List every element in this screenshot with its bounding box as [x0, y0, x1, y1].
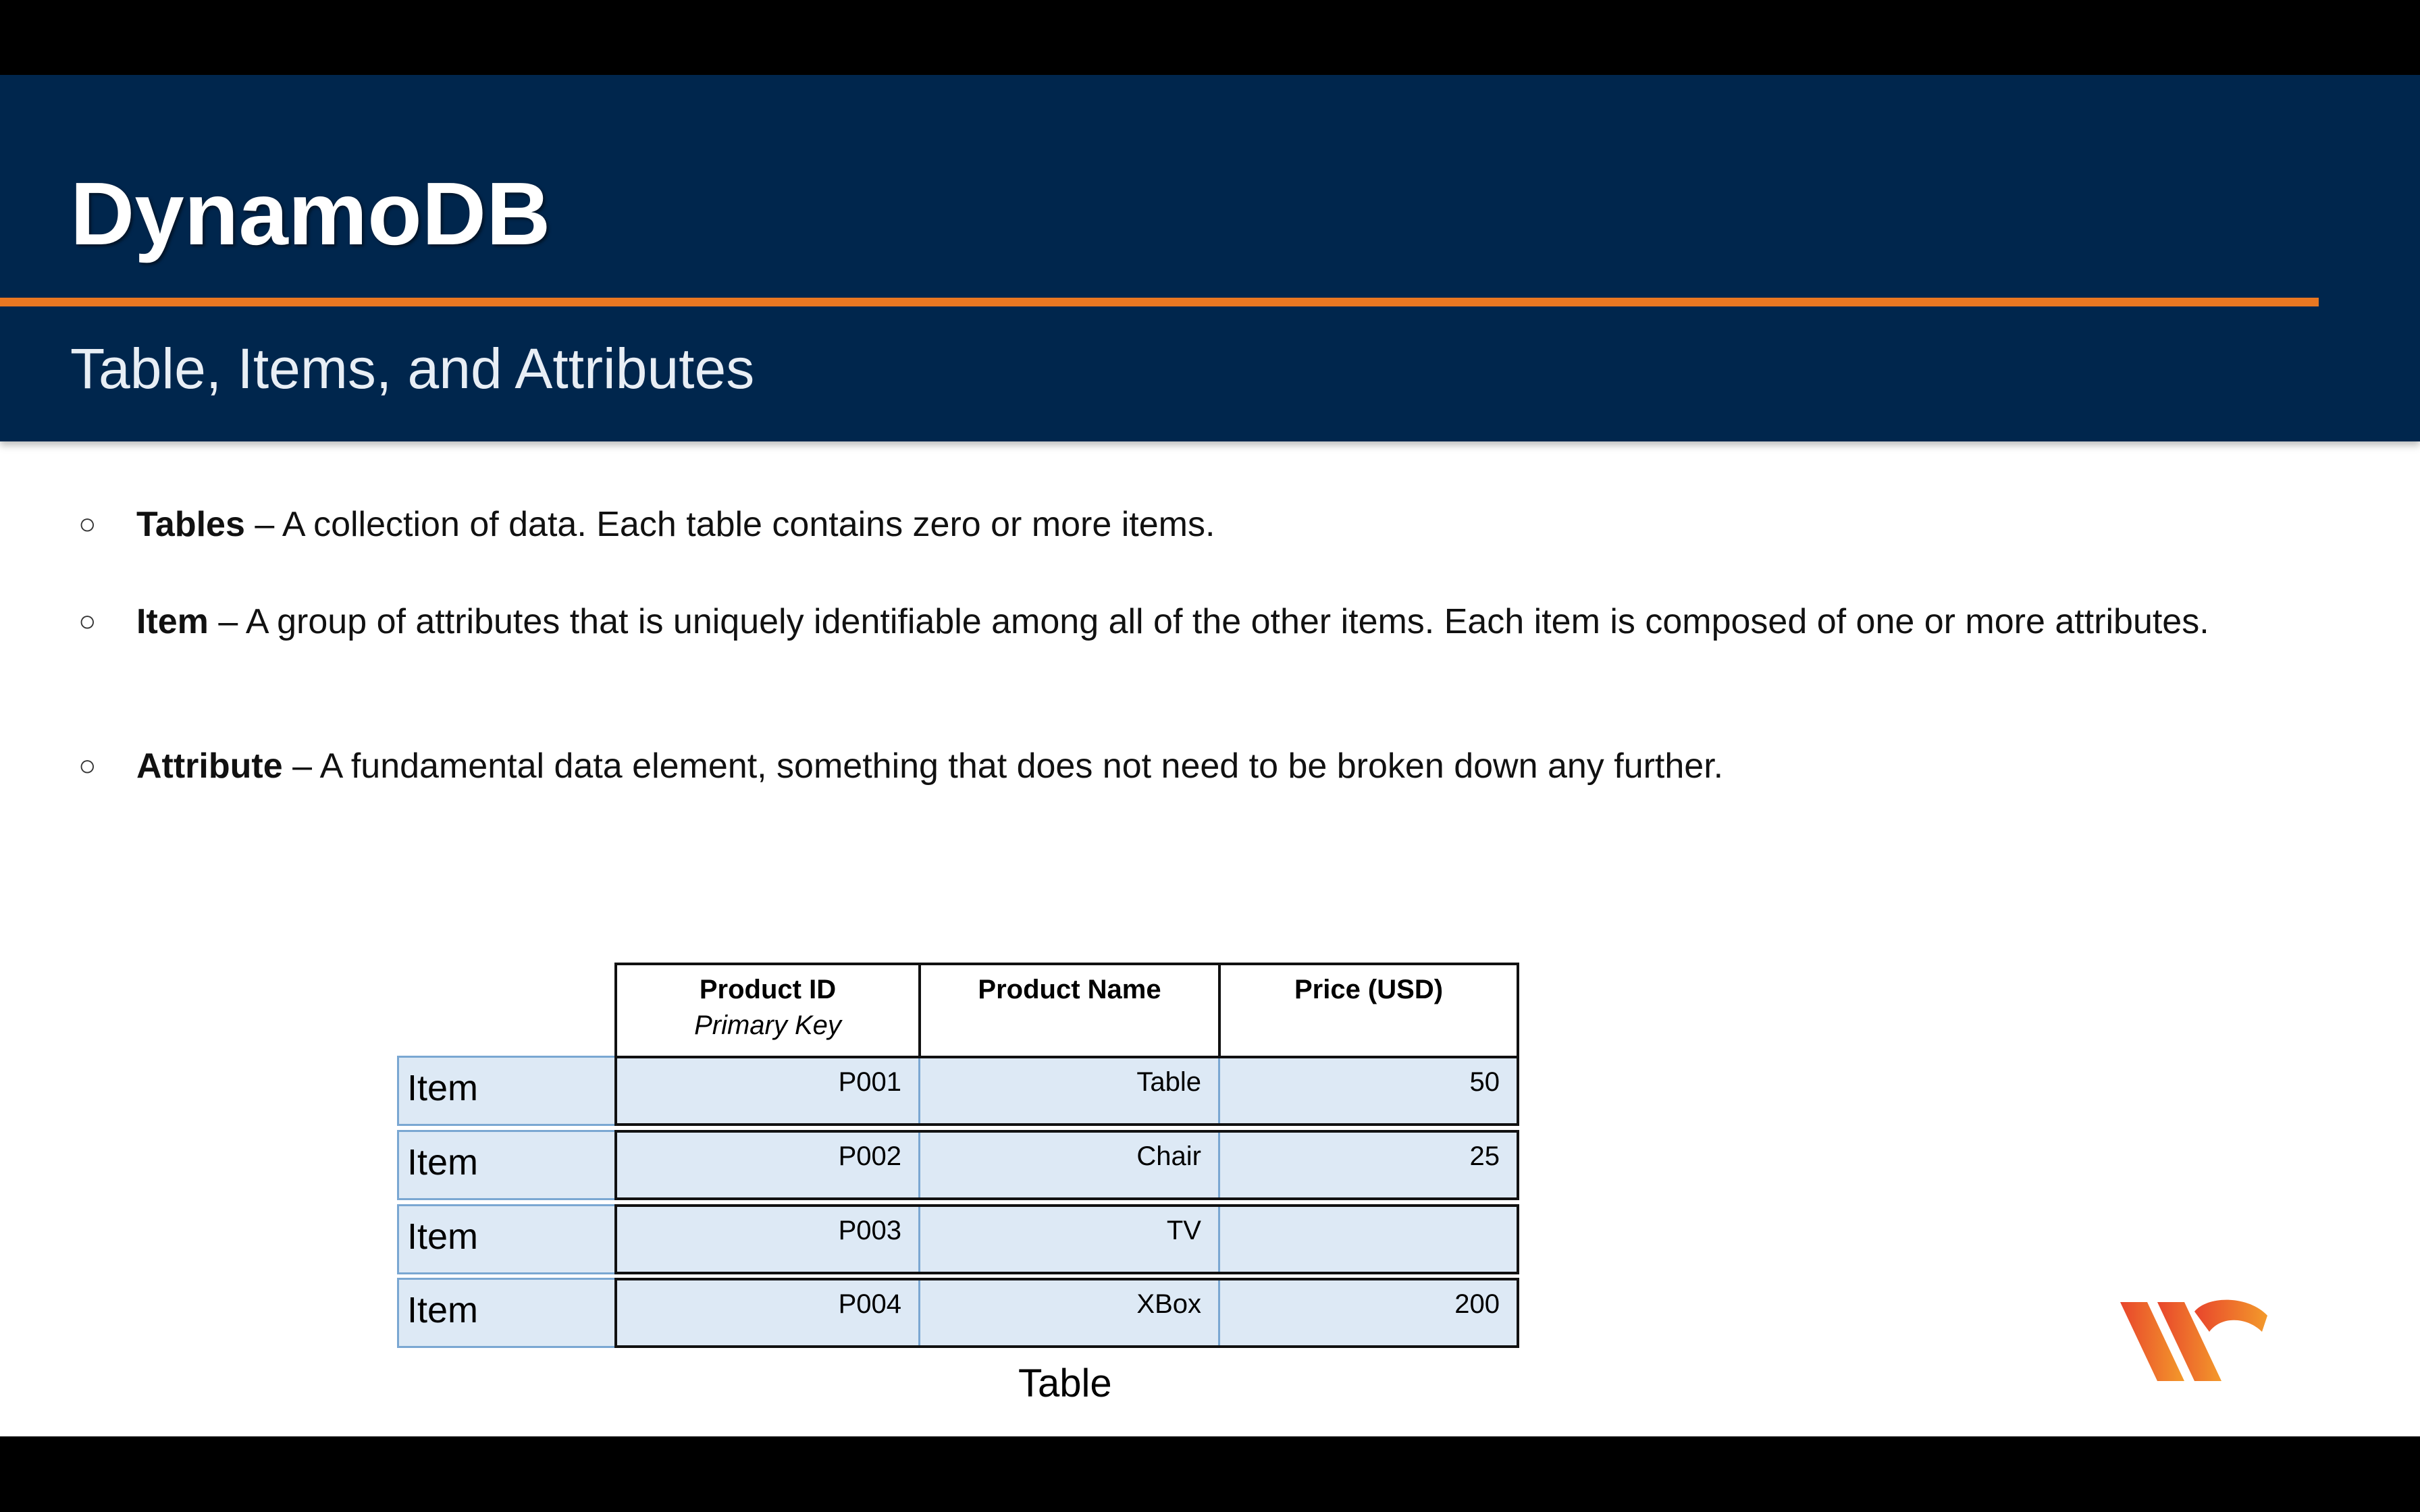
circle-outline-icon: ○	[78, 605, 97, 638]
slide-subtitle: Table, Items, and Attributes	[70, 337, 755, 400]
bullet-tables	[76, 500, 1215, 549]
circle-outline-icon: ○	[78, 508, 97, 541]
cell-product-id: P004	[614, 1278, 921, 1348]
table-caption: Table	[1018, 1361, 1112, 1405]
item-label: Item	[397, 1056, 617, 1126]
letterbox-top	[0, 0, 2420, 75]
brand-logo-icon	[2120, 1297, 2276, 1391]
header-product-name	[918, 963, 1221, 1058]
cell-product-id: P002	[614, 1130, 921, 1200]
letterbox-bottom	[0, 1436, 2420, 1512]
cell-price: 50	[1218, 1056, 1519, 1126]
item-label: Item	[397, 1130, 617, 1200]
bullet-attribute	[76, 742, 1723, 790]
header-label: Price (USD)	[1294, 975, 1444, 1004]
header-product-id	[614, 963, 921, 1058]
header-price	[1218, 963, 1519, 1058]
cell-product-name: XBox	[918, 1278, 1221, 1348]
cell-price: 200	[1218, 1278, 1519, 1348]
cell-price: 25	[1218, 1130, 1519, 1200]
slide-header	[0, 75, 2420, 441]
bullet-item	[76, 597, 2277, 646]
header-label: Product Name	[978, 975, 1161, 1004]
cell-product-name: Table	[918, 1056, 1221, 1126]
cell-product-id: P001	[614, 1056, 921, 1126]
cell-product-name: TV	[918, 1204, 1221, 1274]
accent-divider	[0, 298, 2319, 306]
cell-price	[1218, 1204, 1519, 1274]
item-label: Item	[397, 1278, 617, 1348]
primary-key-label: Primary Key	[694, 1010, 841, 1040]
circle-outline-icon: ○	[78, 749, 97, 782]
header-label: Product ID	[699, 975, 837, 1004]
slide	[0, 75, 2420, 1436]
cell-product-name: Chair	[918, 1130, 1221, 1200]
slide-title: DynamoDB	[70, 164, 551, 263]
bullet-term: Item	[136, 602, 209, 641]
bullet-text: – A fundamental data element, something that does not need to be broken down any further.	[282, 747, 1724, 786]
bullet-text: – A group of attributes that is uniquely identifiable among all of the other items. Each item is composed of one or more attributes.	[208, 602, 2209, 641]
cell-product-id: P003	[614, 1204, 921, 1274]
bullet-term: Attribute	[136, 747, 283, 786]
bullet-text: – A collection of data. Each table contains zero or more items.	[244, 505, 1215, 544]
bullet-term: Tables	[136, 505, 245, 544]
item-label: Item	[397, 1204, 617, 1274]
